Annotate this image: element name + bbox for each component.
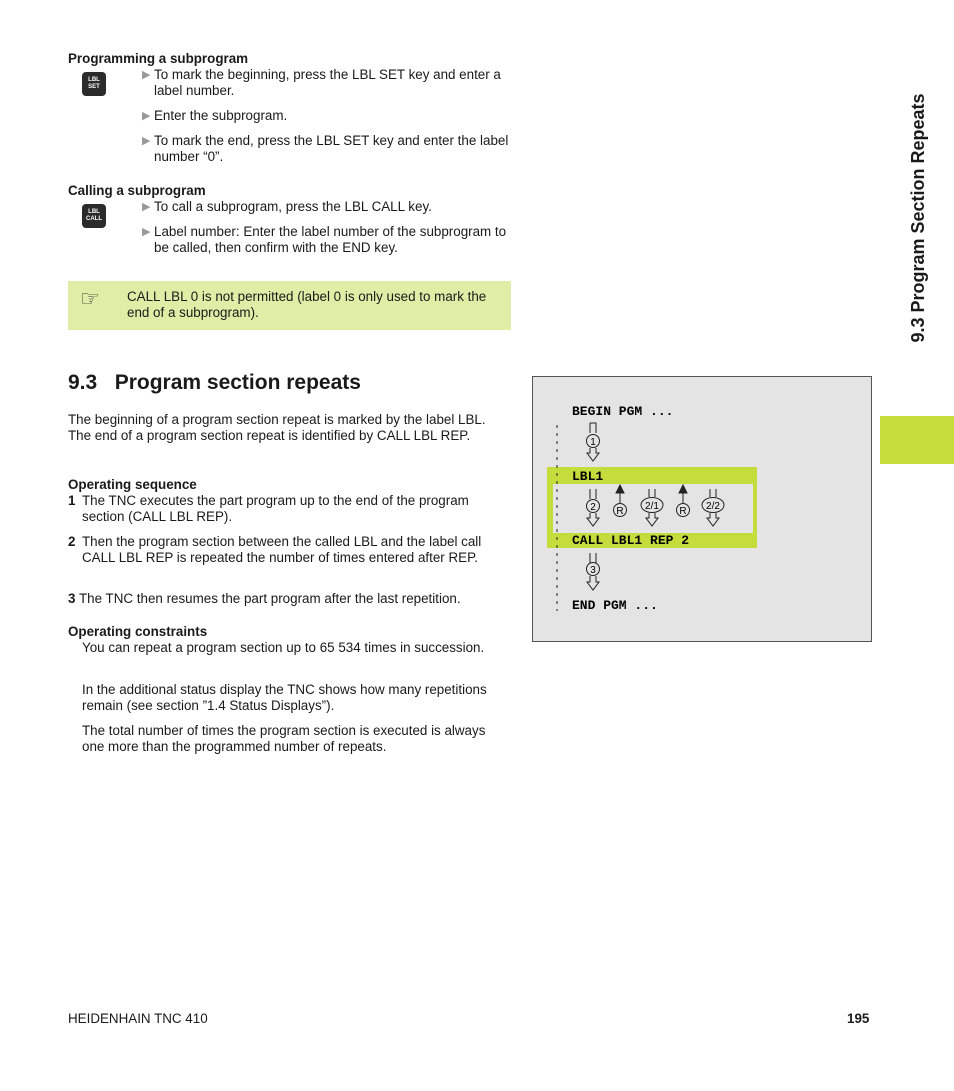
sequence-heading: Operating sequence [68,477,197,492]
marker-r: R [616,506,624,517]
step-text: To call a subprogram, press the LBL CALL key. [154,199,432,214]
triangle-bullet-icon: ▶ [142,110,151,122]
marker-2-1: 2/1 [645,501,659,512]
program-flow-diagram [532,376,872,642]
diagram-svg [533,377,871,641]
item-number: 3 [68,591,76,606]
step-text: Enter the subprogram. [154,108,288,123]
key-label: LBL [88,209,100,215]
step-text: To mark the beginning, press the LBL SET key and enter a label number. [154,67,501,98]
triangle-bullet-icon: ▶ [142,226,151,238]
lbl-set-key-icon [82,72,106,96]
pointing-hand-icon: ☞ [80,286,100,311]
triangle-bullet-icon: ▶ [142,201,151,213]
key-label: CALL [86,216,102,222]
line-begin: BEGIN PGM ... [572,404,674,419]
marker-3: 3 [590,565,596,576]
line-end: END PGM ... [572,598,658,613]
programming-heading: Programming a subprogram [68,51,249,66]
marker-1: 1 [590,437,596,448]
note-text: CALL LBL 0 is not permitted (label 0 is only used to mark the end of a subprogram). [127,289,487,320]
sidebar-title-text: 9.3 Program Section Repeats [908,93,928,343]
step-text: To mark the end, press the LBL SET key and enter the label number “0”. [154,133,509,164]
marker-2-2: 2/2 [706,501,720,512]
triangle-bullet-icon: ▶ [142,135,151,147]
key-label: SET [88,84,100,90]
note-box [68,281,511,330]
sidebar-title [893,48,943,388]
page-number: 195 [847,1011,870,1026]
lbl-call-key-icon [82,204,106,228]
key-label: LBL [88,77,100,83]
constraint-paragraph: You can repeat a program section up to 65 534 times in succession. [82,640,485,655]
constraint-paragraph: In the additional status display the TNC shows how many repetitions remain (see section ”1.4 Status Displays”). [82,682,487,713]
constraints-heading: Operating constraints [68,624,208,639]
line-lbl: LBL1 [572,469,604,484]
triangle-bullet-icon: ▶ [142,69,151,81]
constraint-paragraph: The total number of times the program section is executed is always one more than the programmed number of repeats. [82,723,486,754]
step-text: Label number: Enter the label number of the subprogram to be called, then confirm with the END key. [154,224,507,255]
item-number: 2 [68,534,76,549]
chapter-tab [880,416,954,464]
marker-2: 2 [590,502,596,513]
footer-manual-name: HEIDENHAIN TNC 410 [68,1011,208,1026]
calling-heading: Calling a subprogram [68,183,206,198]
section-title: 9.3 Program section repeats [68,371,361,394]
line-call: CALL LBL1 REP 2 [572,533,690,548]
item-text: The TNC then resumes the part program after the last repetition. [79,591,461,606]
item-number: 1 [68,493,76,508]
item-text: Then the program section between the called LBL and the label call CALL LBL REP is repeated the number of times entered after REP. [82,534,482,565]
intro-paragraph: The beginning of a program section repeat is marked by the label LBL. The end of a program section repeat is identified by CALL LBL REP. [68,412,486,443]
item-text: The TNC executes the part program up to the end of the program section (CALL LBL REP). [82,493,469,524]
marker-r: R [679,506,687,517]
